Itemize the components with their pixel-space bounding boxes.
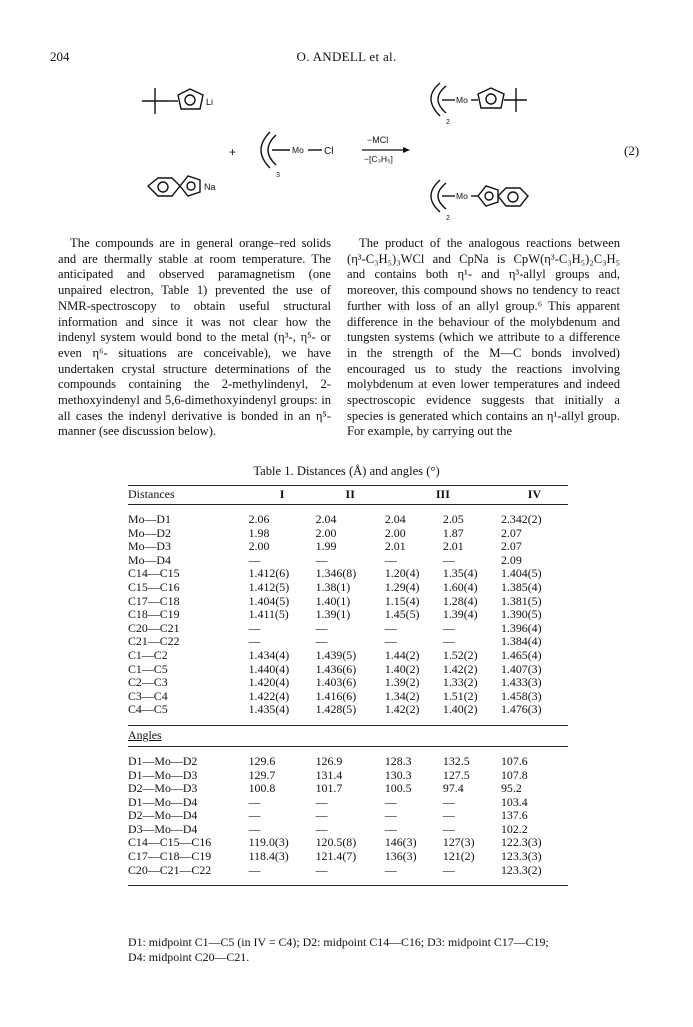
row-label: Mo—D3 [128,539,171,554]
table-cell: — [248,552,261,567]
product2-subscript: 2 [446,215,450,222]
table-cell: — [384,634,397,649]
table-cell: — [315,552,328,567]
table-cell: — [248,794,261,809]
reaction-arrow [362,147,410,153]
table-header-row [128,486,568,505]
table-cell: — [315,634,328,649]
table-cell: 1.20(4) [384,566,420,581]
distance-row [128,676,568,690]
table-cell: — [384,552,397,567]
row-label: C18—C19 [128,607,180,622]
row-label: D1—Mo—D4 [128,794,198,809]
row-label: C1—C2 [128,647,168,662]
table-spacer [128,877,568,886]
table-cell: — [248,808,261,823]
table-cell: 2.09 [500,552,522,567]
table-cell: 146(3) [384,835,417,850]
table-cell: 1.396(4) [500,620,542,635]
table-cell: 1.51(2) [442,688,478,703]
table-cell: 2.07 [500,539,522,554]
table-cell: 1.390(5) [500,607,542,622]
table-cell: — [248,821,261,836]
row-label: C20—C21 [128,620,180,635]
row-label: Mo—D1 [128,512,171,526]
table-cell: 1.99 [315,539,337,554]
table-cell: 1.420(4) [248,675,290,690]
table-cell: — [384,808,397,823]
table-cell: 1.440(4) [248,661,290,676]
row-label: D2—Mo—D4 [128,808,198,823]
table-cell: 128.3 [384,753,412,768]
table-cell: 1.476(3) [500,702,542,717]
distance-row [128,595,568,609]
complex-metal-label: Mo [292,145,304,155]
distance-row [128,567,568,581]
table-cell: 1.384(4) [500,634,542,649]
table-cell: 2.01 [442,539,464,554]
table-cell: 121.4(7) [315,849,357,864]
table-cell: 1.385(4) [500,579,542,594]
table-cell: — [442,808,455,823]
page-number: 204 [50,49,70,64]
table-cell: 123.3(2) [500,862,542,877]
row-label: D1—Mo—D2 [128,753,198,768]
complex-halide-label: Cl [324,146,334,157]
table-cell: 1.412(5) [248,579,290,594]
row-label: C17—C18—C19 [128,849,212,864]
distances-angles-table [128,485,568,886]
table-cell: 1.439(5) [315,647,357,662]
spacer-cell [128,717,568,726]
tbu-cyclopentadienyl-structure [142,88,203,114]
right-column [347,236,620,440]
table-cell: 1.428(5) [315,702,357,717]
right-column-paragraph: The product of the analogous reactions between (η³-C₃H₅)₃WCl and CpNa is CpW(η³-C₃H₅)₂C₃H₅ and contains both η¹- and η³-allyl groups and, moreover, this compound shows no tendency to react further with loss of an allyl group.⁶ This apparent difference in the behaviour of the molybdenum and tungsten systems (which we attribute to a difference in the strength of the M—C bonds involved) encouraged us to study the reactions involving molybdenum at even lower temperatures and indeed spectroscopic evidence suggests that initially a species is generated which contains an η¹-allyl group. For example, by carrying out the [347,236,620,439]
table-cell: 1.412(6) [248,566,290,581]
table-cell: — [384,821,397,836]
table-cell: 2.00 [315,525,337,540]
row-label: C4—C5 [128,702,168,717]
running-head: O. ANDELL et al. [296,49,397,64]
table-cell: — [442,634,455,649]
angles-section-row [128,725,568,746]
table-cell: — [315,794,328,809]
column-header: IV [501,486,568,505]
row-label: D3—Mo—D4 [128,821,198,836]
table-cell: 120.5(8) [315,835,357,850]
table-cell: — [248,634,261,649]
table-cell: 2.07 [500,525,522,540]
table-cell: 2.01 [384,539,406,554]
table-cell: 127(3) [442,835,475,850]
plus-sign: + [229,145,237,159]
table-cell: 2.342(2) [500,512,542,526]
table-cell: 1.404(5) [500,566,542,581]
angle-row [128,782,568,796]
row-label: C14—C15 [128,566,180,581]
table-body [128,486,568,886]
equation-number: (2) [624,143,640,158]
table-cell: 1.87 [442,525,464,540]
table-cell: 1.433(3) [500,675,542,690]
table-cell: — [315,821,328,836]
table-cell: 1.34(2) [384,688,420,703]
table-cell: 97.4 [442,781,464,796]
table-cell: 1.45(5) [384,607,420,622]
table-cell: 1.38(1) [315,579,351,594]
angle-row [128,755,568,769]
table-cell: 1.39(1) [315,607,351,622]
distance-row [128,581,568,595]
product2-metal-label: Mo [456,191,468,201]
arrow-top-label: −MCl [367,135,389,145]
row-label: C20—C21—C22 [128,862,212,877]
table-cell: 2.05 [442,512,464,526]
table-cell: 1.458(3) [500,688,542,703]
row-label: C2—C3 [128,675,168,690]
distance-row [128,622,568,636]
row-label: D1—Mo—D3 [128,767,198,782]
distance-row [128,554,568,568]
row-label: C17—C18 [128,593,180,608]
table-cell: 2.06 [248,512,270,526]
table-cell: 103.4 [500,794,528,809]
table-cell: 2.00 [384,525,406,540]
table-cell: 102.2 [500,821,528,836]
table-cell: — [248,862,261,877]
table-cell: 123.3(3) [500,849,542,864]
angle-row [128,850,568,864]
table-cell: 1.416(6) [315,688,357,703]
product1-metal-label: Mo [456,95,468,105]
table-cell: 1.403(6) [315,675,357,690]
table-cell: 129.7 [248,767,276,782]
table-cell: 2.00 [248,539,270,554]
table-cell: 1.42(2) [442,661,478,676]
left-column-paragraph: The compounds are in general orange–red solids and are thermally stable at room temperature. The anticipated and observed paramagnetism (one unpaired electron, Table 1) prevented the use of NMR-spectroscopy to obtain useful structural information and since it was not clear how the indenyl system would bond to the metal (η³-, η⁵- or even η⁶- situations are conceivable), we have undertaken crystal structure determinations of the compounds containing the 2-methylindenyl, 2-methoxyindenyl and 5,6-dimethoxyindenyl groups: in all cases the indenyl derivative is bonded in an η⁵- manner (see discussion below). [58,236,331,439]
table-cell: 119.0(3) [248,835,289,850]
table-cell: 1.60(4) [442,579,478,594]
table-cell: 1.40(2) [442,702,478,717]
column-header: II [316,486,385,505]
table-cell: — [442,794,455,809]
table-cell: 1.35(4) [442,566,478,581]
table-footnote: D1: midpoint C1—C5 (in IV = C4); D2: midpoint C14—C16; D3: midpoint C17—C19; D4: midpoint C20—C21. [128,935,549,964]
product-indenyl-structure [431,180,528,212]
table-cell: 1.381(5) [500,593,542,608]
spacer-cell [128,877,568,886]
table-cell: 129.6 [248,753,276,768]
distance-row [128,608,568,622]
table-cell: 1.33(2) [442,675,478,690]
table-cell: 1.411(5) [248,607,289,622]
table-cell: 121(2) [442,849,475,864]
reaction-scheme [0,80,693,245]
table-cell: 1.404(5) [248,593,290,608]
angles-section-label: Angles [128,728,162,743]
product1-subscript: 2 [446,119,450,126]
table-cell: — [315,808,328,823]
left-column [58,236,331,440]
table-cell: 1.39(4) [442,607,478,622]
table-cell: 1.42(2) [384,702,420,717]
angle-row [128,796,568,810]
table-cell: 1.434(4) [248,647,290,662]
table-cell: 1.422(4) [248,688,290,703]
table-cell: 1.465(4) [500,647,542,662]
table-cell: 1.346(8) [315,566,357,581]
table-cell: 1.98 [248,525,270,540]
table-cell: 107.8 [500,767,528,782]
distance-row [128,635,568,649]
complex-subscript: 3 [276,172,280,179]
table-spacer [128,717,568,726]
table-cell: 137.6 [500,808,528,823]
table-cell: 1.40(1) [315,593,351,608]
distance-row [128,663,568,677]
distance-row [128,527,568,541]
table-cell: — [442,620,455,635]
table-cell: 107.6 [500,753,528,768]
row-label: C21—C22 [128,634,180,649]
table-cell: 131.4 [315,767,343,782]
table-cell: 1.15(4) [384,593,420,608]
table-cell: 136(3) [384,849,417,864]
table-cell: 100.5 [384,781,412,796]
table-cell: — [442,821,455,836]
table-cell: 95.2 [500,781,522,796]
table-cell: — [384,794,397,809]
arrow-bottom-label: −[C₃H₅] [364,154,393,164]
row-label: C1—C5 [128,661,168,676]
lithium-label: Li [206,97,214,107]
table-cell: 1.44(2) [384,647,420,662]
row-label: D2—Mo—D3 [128,781,198,796]
table-cell: 1.52(2) [442,647,478,662]
table-cell: — [248,620,261,635]
indenyl-structure [148,176,200,196]
table-cell: — [442,552,455,567]
row-label: C3—C4 [128,688,168,703]
row-label: C14—C15—C16 [128,835,212,850]
table-cell: 132.5 [442,753,470,768]
table-cell: — [315,620,328,635]
angle-row [128,836,568,850]
angle-row [128,864,568,878]
table-caption: Table 1. Distances (Å) and angles (°) [253,464,440,478]
table-cell: 122.3(3) [500,835,542,850]
row-label: Mo—D4 [128,552,171,567]
table-cell: 1.29(4) [384,579,420,594]
table-cell: 101.7 [315,781,343,796]
angle-row [128,823,568,837]
table-cell: — [384,620,397,635]
table-cell: — [442,862,455,877]
table-cell: 118.4(3) [248,849,289,864]
table-cell: 2.04 [315,512,337,526]
sodium-label: Na [204,182,216,192]
distance-row [128,703,568,717]
column-header: III [385,486,501,505]
distance-row [128,690,568,704]
distance-row [128,649,568,663]
table-cell: 2.04 [384,512,406,526]
row-label: C15—C16 [128,579,180,594]
angle-row [128,809,568,823]
distance-row [128,540,568,554]
table-cell: 100.8 [248,781,276,796]
column-header: Distances [128,486,249,505]
table-cell: 126.9 [315,753,343,768]
row-label: Mo—D2 [128,525,171,540]
angles-section-cell [128,725,568,746]
table-cell: 1.435(4) [248,702,290,717]
table-cell: 1.436(6) [315,661,357,676]
table-cell: — [384,862,397,877]
product-tbu-cyclopentadienyl-structure [431,83,527,116]
table-cell: 1.407(3) [500,661,542,676]
table-cell: 127.5 [442,767,470,782]
table-cell: 1.40(2) [384,661,420,676]
table-cell: 1.39(2) [384,675,420,690]
column-header: I [249,486,316,505]
table-cell: 130.3 [384,767,412,782]
distance-row [128,513,568,527]
table-cell: 1.28(4) [442,593,478,608]
table-cell: — [315,862,328,877]
angle-row [128,769,568,783]
